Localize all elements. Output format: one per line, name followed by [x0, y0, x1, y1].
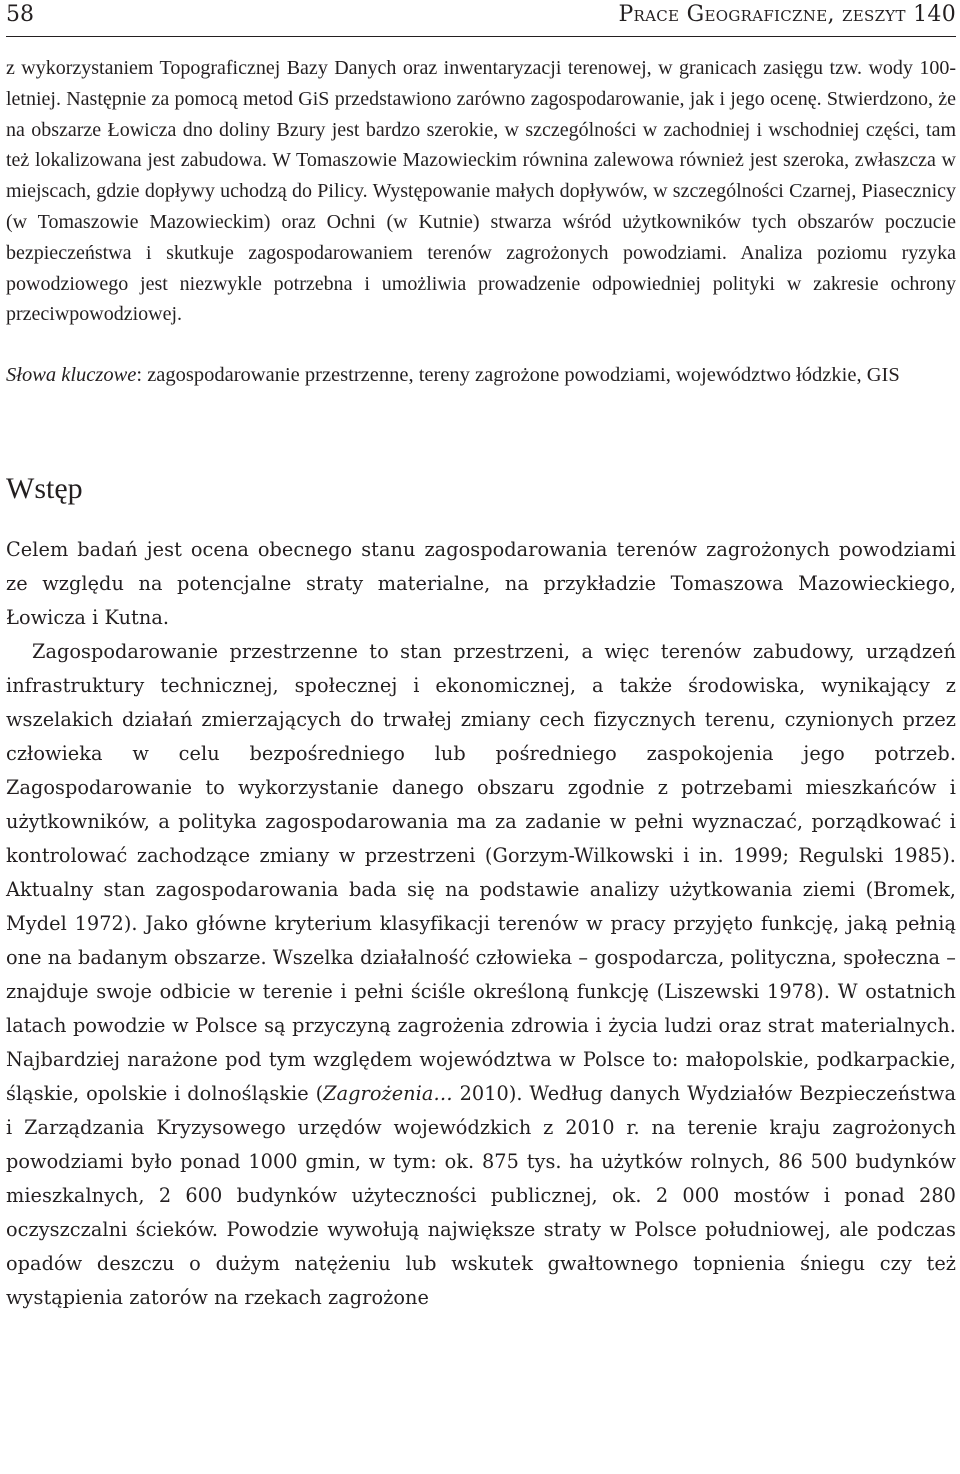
- page-number: 58: [6, 2, 34, 27]
- body-paragraph-2: [6, 635, 956, 1315]
- citation-italic: Zagrożenia…: [323, 1082, 453, 1106]
- body-paragraph-2-text-a: Zagospodarowanie przestrzenne to stan przestrzeni, a więc terenów zabudowy, urządzeń infrastruktury technicznej, społecznej i ekonomicznej, a także środowiska, wynikający z wszelakich działań zmierzających do trwałej zmiany cech fizycznych terenu, czynionych przez człowieka w celu bezpośredniego lub pośredniego zaspokojenia jego potrzeb. Zagospodarowanie to wykorzystanie danego obszaru zgodnie z potrzebami mieszkańców i użytkowników, a polityka zagospodarowania ma za zadanie w pełni wyznaczać, porządkować i kontrolować zachodzące zmiany w przestrzeni (Gorzym-Wilkowski i in. 1999; Regulski 1985). Aktualny stan zagospodarowania bada się na podstawie analizy użytkowania ziemi (Bromek, Mydel 1972). Jako główne kryterium klasyfikacji terenów w pracy przyjęto funkcję, jaką pełnią one na badanym obszarze. Wszelka działalność człowieka – gospodarcza, polityczna, społeczna – znajduje swoje odbicie w terenie i pełni ściśle określoną funkcję (Liszewski 1978). W ostatnich latach powodzie w Polsce są przyczyną zagrożenia zdrowia i życia ludzi oraz strat materialnych. Najbardziej narażone pod tym względem województwa w Polsce to: małopolskie, podkarpackie, śląskie, opolskie i dolnośląskie (: [6, 640, 956, 1106]
- running-title: Prace Geograficzne, zeszyt 140: [618, 2, 956, 27]
- section-heading: Wstęp: [6, 472, 83, 506]
- keywords: [6, 360, 956, 391]
- abstract: [6, 53, 956, 330]
- body-paragraph-1: Celem badań jest ocena obecnego stanu zagospodarowania terenów zagrożonych powodziami ze względu na potencjalne straty materialne, na przykładzie Tomaszowa Mazowieckiego, Łowicza i Kutna.: [6, 538, 956, 630]
- keywords-text: : zagospodarowanie przestrzenne, tereny zagrożone powodziami, województwo łódzkie, GIS: [136, 364, 900, 387]
- abstract-paragraph: z wykorzystaniem Topograficznej Bazy Danych oraz inwentaryzacji terenowej, w granicach zasięgu tzw. wody 100-letniej. Następnie za pomocą metod GiS przedstawiono zarówno zagospodarowanie, jak i jego ocenę. Stwierdzono, że na obszarze Łowicza dno doliny Bzury jest bardzo szerokie, w szczególności w zachodniej i wschodniej części, tam też lokalizowana jest zabudowa. W Tomaszowie Mazowieckim równina zalewowa również jest szeroka, zwłaszcza w miejscach, gdzie dopływy uchodzą do Pilicy. Występowanie małych dopływów, w szczególności Czarnej, Piasecznicy (w Tomaszowie Mazowieckim) oraz Ochni (w Kutnie) stwarza wśród użytkowników tych obszarów poczucie bezpieczeństwa i skutkuje zagospodarowaniem terenów zagrożonych powodziami. Analiza poziomu ryzyka powodziowego jest niezwykle potrzebna i umożliwia prowadzenie odpowiedniej polityki w zakresie ochrony przeciwpowodziowej.: [6, 57, 956, 326]
- keywords-label: Słowa kluczowe: [6, 364, 137, 387]
- document-page: [6, 0, 956, 1315]
- page-header: [6, 0, 956, 37]
- section-body: [6, 533, 956, 1315]
- body-paragraph-2-text-b: 2010). Według danych Wydziałów Bezpieczeństwa i Zarządzania Kryzysowego urzędów wojewódzkich z 2010 r. na terenie kraju zagrożonych powodziami było ponad 1000 gmin, w tym: ok. 875 tys. ha użytków rolnych, 86 500 budynków mieszkalnych, 2 600 budynków użyteczności publicznej, ok. 2 000 mostów i ponad 280 oczyszczalni ścieków. Powodzie wywołują największe straty w Polsce południowej, ale podczas opadów deszczu o dużym natężeniu lub wskutek gwałtownego topnienia śniegu czy też wystąpienia zatorów na rzekach zagrożone: [6, 1082, 957, 1310]
